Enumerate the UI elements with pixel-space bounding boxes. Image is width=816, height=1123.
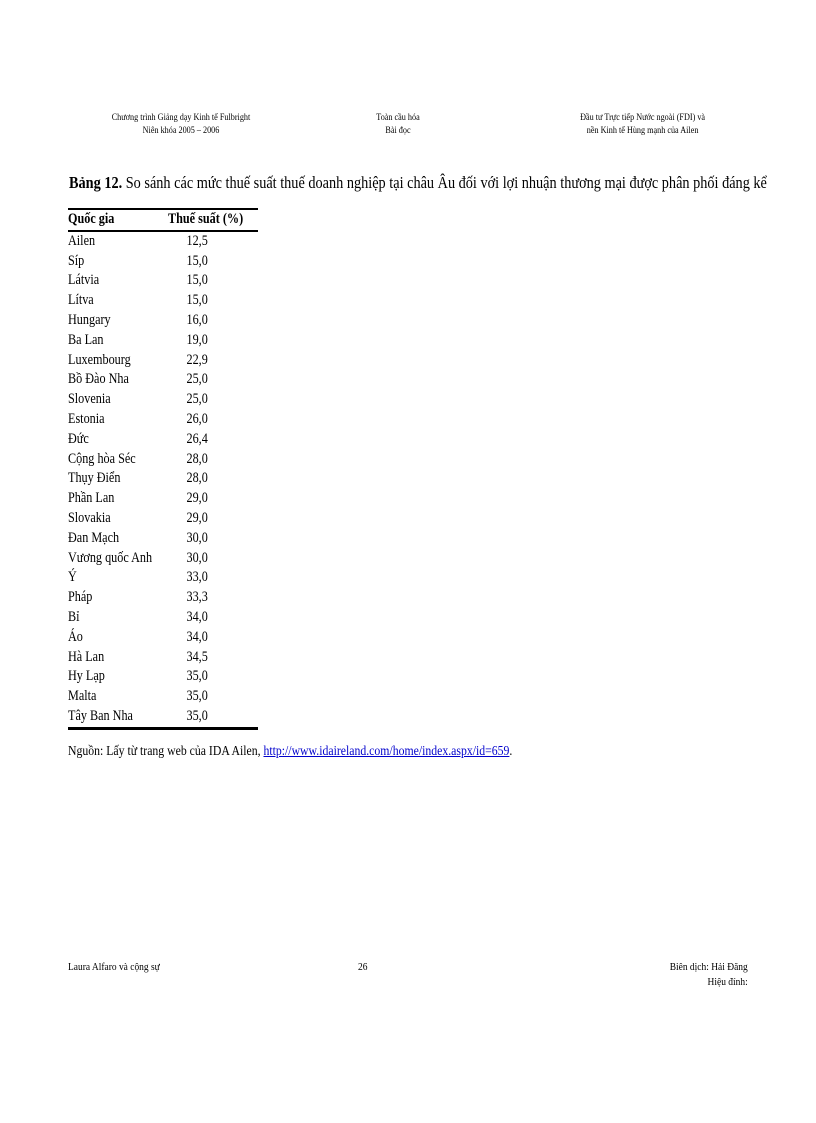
table-row	[68, 707, 258, 728]
table-row	[68, 667, 258, 687]
tax-rate-cell: 16,0	[186, 311, 208, 328]
tax-rate-cell: 26,4	[186, 430, 208, 447]
table-row	[68, 430, 258, 450]
header-year: Niên khóa 2005 – 2006	[142, 126, 220, 136]
country-cell: Hà Lan	[68, 648, 105, 665]
table-body	[68, 231, 258, 728]
table-row	[68, 351, 258, 371]
country-cell: Hungary	[68, 311, 111, 328]
country-cell: Áo	[68, 628, 83, 645]
table-row	[68, 252, 258, 272]
tax-rate-cell: 34,5	[186, 648, 208, 665]
table-caption-label: Bảng 12.	[69, 173, 123, 192]
table-row	[68, 469, 258, 489]
footer-translator: Biên dịch: Hải Đăng	[669, 961, 748, 973]
country-cell: Phần Lan	[68, 490, 115, 507]
table-row	[68, 311, 258, 331]
tax-rate-table	[68, 208, 258, 730]
tax-rate-cell: 34,0	[186, 608, 208, 625]
table-row	[68, 529, 258, 549]
tax-rate-cell: 35,0	[186, 707, 208, 724]
header-middle	[355, 112, 441, 138]
table-row	[68, 271, 258, 291]
country-cell: Malta	[68, 688, 97, 705]
country-cell: Ba Lan	[68, 331, 104, 348]
tax-rate-cell: 34,0	[186, 628, 208, 645]
table-row	[68, 450, 258, 470]
tax-rate-cell: 33,0	[186, 569, 208, 586]
table-row	[68, 628, 258, 648]
table-row	[68, 410, 258, 430]
tax-rate-cell: 15,0	[186, 292, 208, 309]
header-course: Toàn cầu hóa	[376, 113, 420, 123]
footer-credits	[670, 960, 748, 990]
country-cell: Bỉ	[68, 608, 80, 625]
header-left	[95, 112, 267, 138]
country-cell: Pháp	[68, 589, 93, 606]
country-cell: Vương quốc Anh	[68, 549, 153, 566]
country-cell: Cộng hòa Séc	[68, 450, 136, 467]
tax-rate-cell: 33,3	[186, 589, 208, 606]
footer-page-number: 26	[358, 961, 368, 973]
country-cell: Estonia	[68, 410, 105, 427]
table-row	[68, 568, 258, 588]
column-header-country: Quốc gia	[68, 211, 115, 227]
header-program: Chương trình Giảng dạy Kinh tế Fulbright	[111, 113, 251, 123]
country-cell: Tây Ban Nha	[68, 707, 133, 724]
source-note	[68, 744, 512, 760]
tax-rate-cell: 25,0	[186, 371, 208, 388]
country-cell: Síp	[68, 252, 85, 269]
table-row	[68, 231, 258, 252]
country-cell: Ý	[68, 569, 77, 586]
table-row	[68, 509, 258, 529]
table-row	[68, 687, 258, 707]
table-caption	[69, 173, 767, 193]
table-row	[68, 648, 258, 668]
table-row	[68, 370, 258, 390]
source-suffix: .	[509, 744, 513, 759]
table-row	[68, 549, 258, 569]
tax-rate-cell: 22,9	[186, 351, 208, 368]
country-cell: Slovenia	[68, 391, 111, 408]
tax-rate-cell: 29,0	[186, 509, 208, 526]
tax-rate-cell: 29,0	[186, 490, 208, 507]
table-caption-text: So sánh các mức thuế suất thuế doanh nghiệp tại châu Âu đối với lợi nhuận thương mại được phân phối đáng kể	[122, 173, 767, 192]
tax-rate-cell: 25,0	[186, 391, 208, 408]
country-cell: Luxembourg	[68, 351, 131, 368]
table-row	[68, 331, 258, 351]
table-header-row	[68, 209, 258, 231]
country-cell: Lítva	[68, 292, 94, 309]
source-link[interactable]: http://www.idaireland.com/home/index.aspx/id=659	[263, 744, 510, 759]
footer-author: Laura Alfaro và cộng sự	[68, 961, 160, 973]
tax-rate-cell: 26,0	[186, 410, 208, 427]
country-cell: Đan Mạch	[68, 529, 120, 546]
header-title-line1: Đầu tư Trực tiếp Nước ngoài (FDI) và	[580, 113, 706, 123]
country-cell: Hy Lạp	[68, 668, 105, 685]
table-row	[68, 291, 258, 311]
tax-rate-cell: 28,0	[186, 470, 208, 487]
country-cell: Thụy Điển	[68, 470, 121, 487]
tax-rate-cell: 19,0	[186, 331, 208, 348]
table-row	[68, 390, 258, 410]
table-row	[68, 489, 258, 509]
country-cell: Slovakia	[68, 509, 111, 526]
tax-rate-cell: 28,0	[186, 450, 208, 467]
tax-rate-cell: 15,0	[186, 272, 208, 289]
country-cell: Đức	[68, 430, 89, 447]
header-type: Bài đọc	[385, 126, 411, 136]
header-right	[548, 112, 737, 138]
tax-rate-cell: 30,0	[186, 529, 208, 546]
tax-rate-cell: 35,0	[186, 688, 208, 705]
country-cell: Ailen	[68, 232, 96, 249]
country-cell: Bồ Đào Nha	[68, 371, 129, 388]
tax-rate-cell: 12,5	[186, 232, 208, 249]
tax-rate-cell: 15,0	[186, 252, 208, 269]
table-row	[68, 588, 258, 608]
tax-rate-cell: 35,0	[186, 668, 208, 685]
table-row	[68, 608, 258, 628]
country-cell: Látvia	[68, 272, 100, 289]
footer-editor: Hiệu đính:	[707, 976, 748, 988]
header-title-line2: nền Kinh tế Hùng mạnh của Ailen	[586, 126, 699, 136]
tax-rate-cell: 30,0	[186, 549, 208, 566]
column-header-tax-rate: Thuế suất (%)	[168, 211, 244, 227]
source-prefix: Nguồn: Lấy từ trang web của IDA Ailen,	[68, 744, 264, 759]
